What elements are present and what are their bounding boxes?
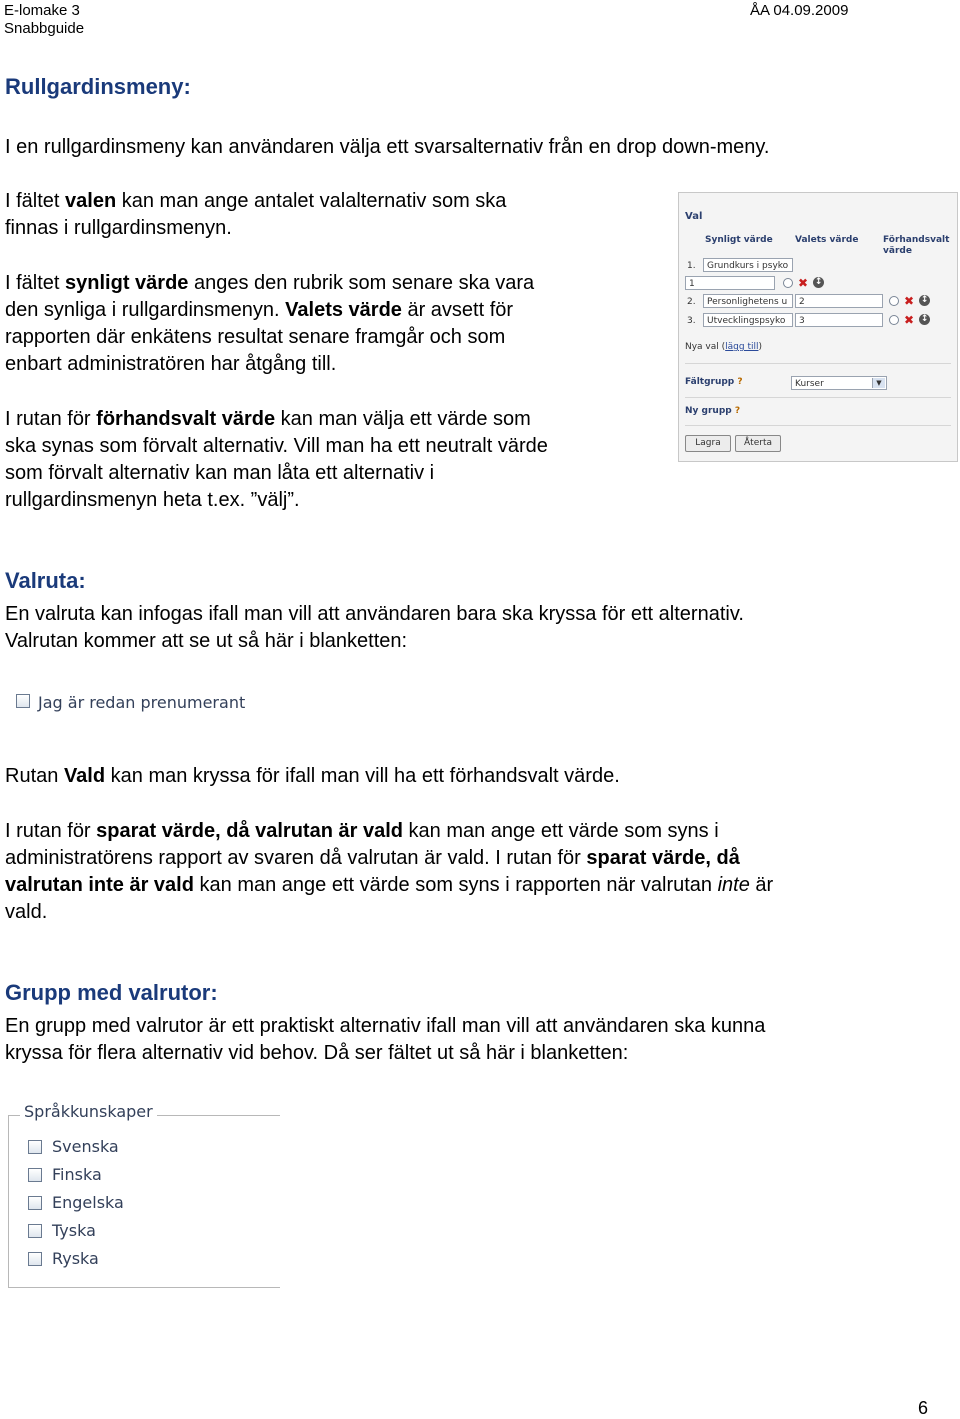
row-number: 2. xyxy=(687,297,696,307)
nya-val-text: Nya val (lägg till) xyxy=(685,342,763,352)
paragraph-synligt-line3: rapporten där enkätens resultat senare framgår och som xyxy=(5,326,506,348)
forhandsvalt-radio[interactable] xyxy=(889,315,899,325)
paragraph-forhandsvalt-line1: I rutan för förhandsvalt värde kan man välja ett värde som xyxy=(5,408,531,430)
synligt-varde-input[interactable]: Personlighetens u xyxy=(703,294,793,308)
paragraph-valen-line1: I fältet valen kan man ange antalet valalternativ som ska xyxy=(5,190,507,212)
paragraph-grupp-line1: En grupp med valrutor är ett praktiskt alternativ ifall man vill att användaren ska kunna xyxy=(5,1015,766,1037)
paragraph-synligt-line4: enbart administratören har åtgång till. xyxy=(5,353,337,375)
paragraph-valruta-line1: En valruta kan infogas ifall man vill att användaren bara ska kryssa för ett alternativ. xyxy=(5,603,744,625)
header-left-line1: E-lomake 3 xyxy=(4,2,80,19)
paragraph-forhandsvalt-line3: som förvalt alternativ kan man låta ett alternativ i xyxy=(5,462,435,484)
valets-varde-input[interactable]: 2 xyxy=(795,294,883,308)
synligt-varde-input[interactable]: Grundkurs i psyko xyxy=(703,258,793,272)
paragraph-sparat-line2: administratörens rapport av svaren då valrutan är vald. I rutan för sparat värde, då xyxy=(5,847,740,869)
paragraph-sparat-line1: I rutan för sparat värde, då valrutan är vald kan man ange ett värde som syns i xyxy=(5,820,719,842)
checkbox-tyska[interactable] xyxy=(28,1224,42,1238)
checkbox-engelska[interactable] xyxy=(28,1196,42,1210)
delete-icon[interactable]: ✖ xyxy=(903,313,915,327)
prenumerant-label: Jag är redan prenumerant xyxy=(38,693,246,712)
fieldset-border xyxy=(8,1115,9,1288)
paragraph-valen-line2: finnas i rullgardinsmenyn. xyxy=(5,217,232,239)
ny-grupp-label: Ny grupp ? xyxy=(685,406,741,416)
column-synligt-varde: Synligt värde xyxy=(705,235,773,245)
delete-icon[interactable]: ✖ xyxy=(797,276,809,290)
paragraph-forhandsvalt-line2: ska synas som förvalt alternativ. Vill man ha ett neutralt värde xyxy=(5,435,548,457)
option-label-tyska: Tyska xyxy=(52,1221,96,1240)
page-number: 6 xyxy=(918,1398,929,1418)
paragraph-grupp-line2: kryssa för flera alternativ vid behov. Då ser fältet ut så här i blanketten: xyxy=(5,1042,629,1064)
section-heading-rullgardinsmeny: Rullgardinsmeny: xyxy=(5,74,191,99)
delete-icon[interactable]: ✖ xyxy=(903,294,915,308)
paragraph-valruta-line2: Valrutan kommer att se ut så här i blanketten: xyxy=(5,630,408,652)
row-number: 3. xyxy=(687,316,696,326)
move-icon[interactable]: ↕ xyxy=(920,295,929,305)
valets-varde-input[interactable]: 3 xyxy=(795,313,883,327)
paragraph-intro: I en rullgardinsmeny kan användaren välja ett svarsalternativ från en drop down-meny. xyxy=(5,136,770,158)
divider xyxy=(685,397,951,398)
paragraph-sparat-line3: valrutan inte är vald kan man ange ett värde som syns i rapporten när valrutan inte är xyxy=(5,874,774,896)
option-label-ryska: Ryska xyxy=(52,1249,99,1268)
paragraph-forhandsvalt-line4: rullgardinsmenyn heta t.ex. ”välj”. xyxy=(5,489,300,511)
help-icon[interactable]: ? xyxy=(737,377,743,387)
aterta-button[interactable]: Återta xyxy=(735,435,781,452)
column-valets-varde: Valets värde xyxy=(795,235,859,245)
move-icon[interactable]: ↕ xyxy=(920,314,929,324)
prenumerant-checkbox[interactable] xyxy=(16,694,30,708)
section-heading-grupp: Grupp med valrutor: xyxy=(5,980,218,1005)
checkbox-svenska[interactable] xyxy=(28,1140,42,1154)
lagra-button[interactable]: Lagra xyxy=(685,435,731,452)
option-label-finska: Finska xyxy=(52,1165,102,1184)
help-icon[interactable]: ? xyxy=(734,406,741,416)
option-label-svenska: Svenska xyxy=(52,1137,119,1156)
forhandsvalt-radio[interactable] xyxy=(889,296,899,306)
paragraph-synligt-line2: den synliga i rullgardinsmenyn. Valets värde är avsett för xyxy=(5,299,514,321)
sprakkunskaper-fieldset xyxy=(8,1102,280,1288)
forhandsvalt-radio[interactable] xyxy=(783,278,793,288)
checkbox-finska[interactable] xyxy=(28,1168,42,1182)
dropdown-settings-panel xyxy=(678,192,958,462)
faltgrupp-select[interactable]: Kurser ▼ xyxy=(791,376,887,390)
chevron-down-icon: ▼ xyxy=(872,378,885,388)
lagg-till-link[interactable]: lägg till xyxy=(725,342,759,352)
valets-varde-input[interactable]: 1 xyxy=(685,276,775,290)
header-date: ÅA 04.09.2009 xyxy=(750,2,849,19)
divider xyxy=(685,425,951,426)
section-heading-valruta: Valruta: xyxy=(5,568,86,593)
divider xyxy=(685,363,951,364)
option-label-engelska: Engelska xyxy=(52,1193,124,1212)
synligt-varde-input[interactable]: Utvecklingspsyko xyxy=(703,313,793,327)
paragraph-sparat-line4: vald. xyxy=(5,901,48,923)
fieldset-legend: Språkkunskaper xyxy=(20,1102,157,1121)
row-number: 1. xyxy=(687,261,696,271)
header-left-line2: Snabbguide xyxy=(4,20,85,37)
fieldset-border xyxy=(8,1287,280,1288)
checkbox-ryska[interactable] xyxy=(28,1252,42,1266)
paragraph-synligt-line1: I fältet synligt värde anges den rubrik som senare ska vara xyxy=(5,272,535,294)
move-icon[interactable]: ↕ xyxy=(814,277,823,287)
paragraph-vald: Rutan Vald kan man kryssa för ifall man vill ha ett förhandsvalt värde. xyxy=(5,765,620,787)
panel-title: Val xyxy=(685,211,703,222)
faltgrupp-label: Fältgrupp ? xyxy=(685,377,743,387)
column-forhandsvalt-varde: Förhandsvalt värde xyxy=(883,235,950,256)
